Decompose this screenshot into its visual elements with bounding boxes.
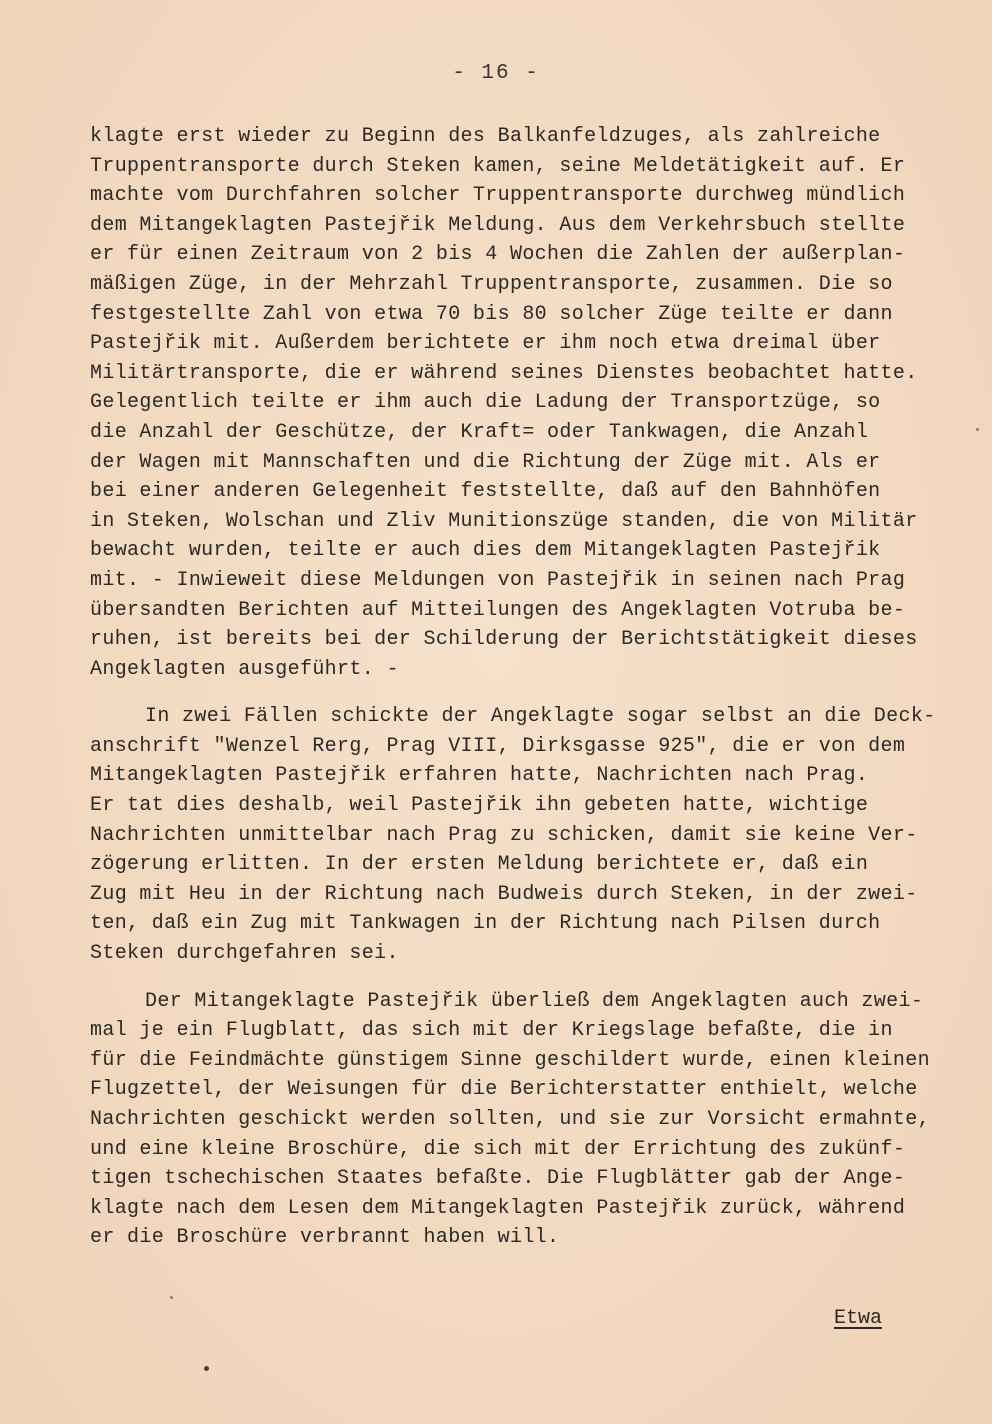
text-line: bewacht wurden, teilte er auch dies dem Mitangeklagten Pastejřik [90,539,881,563]
text-line: klagte nach dem Lesen dem Mitangeklagten Pastejřik zurück, während [90,1196,906,1220]
text-line: festgestellte Zahl von etwa 70 bis 80 solcher Züge teilte er dann [90,302,893,326]
text-line: bei einer anderen Gelegenheit feststellte, daß auf den Bahnhöfen [90,480,881,504]
text-line: Gelegentlich teilte er ihm auch die Ladung der Transportzüge, so [90,391,881,415]
text-line: Pastejřik mit. Außerdem berichtete er ihm noch etwa dreimal über [90,332,881,356]
text-line: mal je ein Flugblatt, das sich mit der Kriegslage befaßte, die in [90,1019,893,1043]
text-line: und eine kleine Broschüre, die sich mit der Errichtung des zukünf- [90,1137,906,1161]
text-line: Steken durchgefahren sei. [90,942,399,966]
catchword: Etwa [833,1307,882,1330]
text-line: dem Mitangeklagten Pastejřik Meldung. Aus dem Verkehrsbuch stellte [90,213,906,237]
page-number: - 16 - [452,62,540,85]
ink-speck [976,428,979,431]
text-line: der Wagen mit Mannschaften und die Richtung der Züge mit. Als er [90,450,881,474]
paragraph [90,987,960,1253]
text-line: tigen tschechischen Staates befaßte. Die Flugblätter gab der Ange- [90,1167,906,1191]
text-line: Er tat dies deshalb, weil Pastejřik ihn gebeten hatte, wichtige [90,794,869,818]
text-line: mäßigen Züge, in der Mehrzahl Truppentransporte, zusammen. Die so [90,272,893,296]
text-line: die Anzahl der Geschütze, der Kraft= oder Tankwagen, die Anzahl [90,420,869,444]
text-line: übersandten Berichten auf Mitteilungen des Angeklagten Votruba be- [90,598,906,622]
text-line: in Steken, Wolschan und Zliv Munitionszüge standen, die von Militär [90,509,918,533]
text-line: anschrift "Wenzel Rerg, Prag VIII, Dirksgasse 925", die er von dem [90,734,906,758]
ink-speck [204,1366,209,1371]
text-line: machte vom Durchfahren solcher Truppentransporte durchweg mündlich [90,184,906,208]
text-line: Flugzettel, der Weisungen für die Berichterstatter enthielt, welche [90,1078,918,1102]
text-line: Truppentransporte durch Steken kamen, seine Meldetätigkeit auf. Er [90,154,906,178]
text-line: Angeklagten ausgeführt. - [90,657,399,681]
text-line: Militärtransporte, die er während seines Dienstes beobachtet hatte. [90,361,918,385]
ink-speck [170,1296,173,1299]
text-line: zögerung erlitten. In der ersten Meldung berichtete er, daß ein [90,853,869,877]
text-line: Zug mit Heu in der Richtung nach Budweis durch Steken, in der zwei- [90,882,918,906]
text-line: ruhen, ist bereits bei der Schilderung der Berichtstätigkeit dieses [90,628,918,652]
text-line: mit. - Inwieweit diese Meldungen von Pastejřik in seinen nach Prag [90,568,906,592]
paragraph-gap [90,684,960,702]
body-text [90,122,960,1253]
paragraph [90,122,960,684]
text-line: für die Feindmächte günstigem Sinne geschildert wurde, einen kleinen [90,1048,930,1072]
text-line: Der Mitangeklagte Pastejřik überließ dem Angeklagten auch zwei- [145,989,924,1013]
text-line: Nachrichten unmittelbar nach Prag zu schicken, damit sie keine Ver- [90,823,918,847]
text-line: Nachrichten geschickt werden sollten, und sie zur Vorsicht ermahnte, [90,1108,930,1131]
text-line: er für einen Zeitraum von 2 bis 4 Wochen die Zahlen der außerplan- [90,243,906,267]
text-line: Mitangeklagten Pastejřik erfahren hatte, Nachrichten nach Prag. [90,764,869,788]
text-line: In zwei Fällen schickte der Angeklagte sogar selbst an die Deck- [145,705,936,729]
text-line: ten, daß ein Zug mit Tankwagen in der Richtung nach Pilsen durch [90,912,881,936]
text-line: klagte erst wieder zu Beginn des Balkanfeldzuges, als zahlreiche [90,125,881,148]
paragraph [90,702,960,968]
text-line: er die Broschüre verbrannt haben will. [90,1226,560,1250]
paragraph-gap [90,969,960,987]
